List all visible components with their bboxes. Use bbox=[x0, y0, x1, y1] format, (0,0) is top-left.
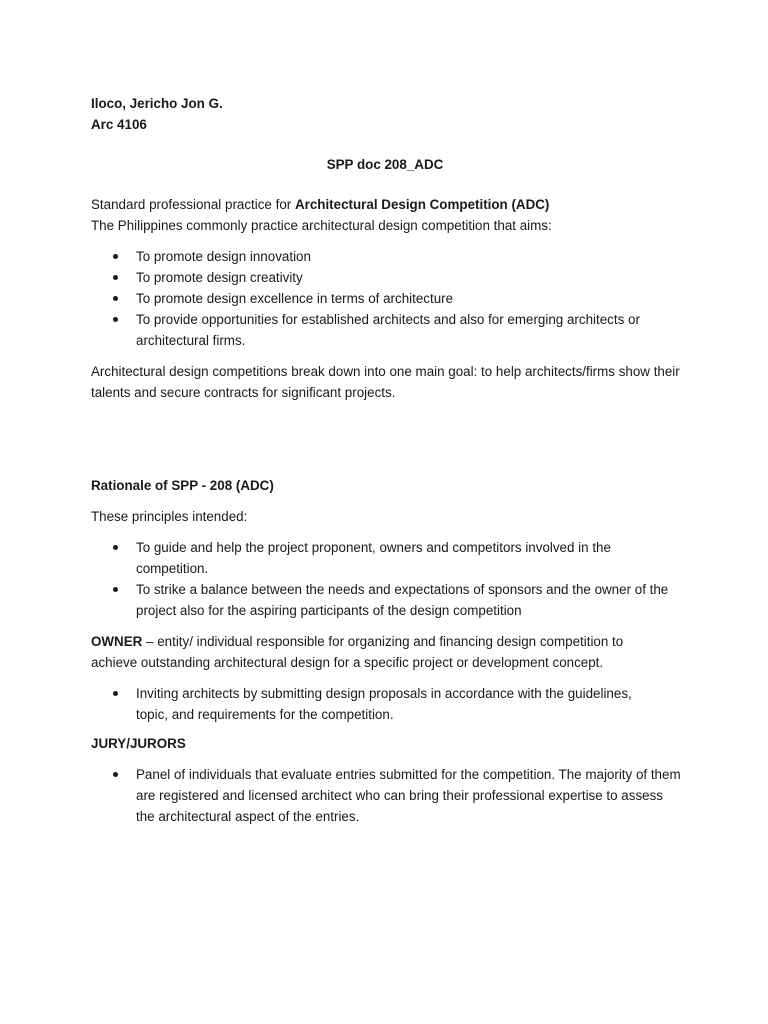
jury-heading: JURY/JURORS bbox=[91, 736, 186, 751]
bullet-icon bbox=[113, 317, 118, 322]
intro-prefix: Standard professional practice for bbox=[91, 197, 295, 212]
list-item: To provide opportunities for established architects and also for emerging architects or architectural firms. bbox=[91, 309, 676, 351]
aims-list bbox=[91, 246, 691, 351]
list-item: To promote design innovation bbox=[91, 246, 691, 267]
rationale-heading: Rationale of SPP - 208 (ADC) bbox=[91, 478, 274, 493]
bullet-icon bbox=[113, 772, 118, 777]
list-item: To guide and help the project proponent, owners and competitors involved in the competition. bbox=[91, 537, 646, 579]
bullet-icon bbox=[113, 545, 118, 550]
author-name: Iloco, Jericho Jon G. bbox=[91, 96, 223, 111]
list-item: To promote design excellence in terms of architecture bbox=[91, 288, 691, 309]
list-item: To strike a balance between the needs and expectations of sponsors and the owner of the project also for the aspiring participants of the design competition bbox=[91, 579, 676, 621]
bullet-icon bbox=[113, 254, 118, 259]
list-item: Panel of individuals that evaluate entries submitted for the competition. The majority of them are registered and licensed architect who can bring their professional expertise to assess the architectural aspect of the entries. bbox=[91, 764, 681, 827]
document-title: SPP doc 208_ADC bbox=[326, 157, 444, 172]
rationale-list bbox=[91, 537, 691, 621]
intro-line-1 bbox=[91, 194, 691, 215]
jury-list bbox=[91, 764, 691, 827]
document-page bbox=[91, 93, 691, 827]
bullet-icon bbox=[113, 691, 118, 696]
course-code: Arc 4106 bbox=[91, 117, 147, 132]
owner-definition: OWNER – entity/ individual responsible for organizing and financing design competition to achieve outstanding architectural design for a specific project or development concept. bbox=[91, 634, 624, 670]
bullet-icon bbox=[113, 587, 118, 592]
bullet-icon bbox=[113, 275, 118, 280]
list-item: To promote design creativity bbox=[91, 267, 691, 288]
adc-term: Architectural Design Competition (ADC) bbox=[294, 197, 550, 212]
bullet-icon bbox=[113, 296, 118, 301]
owner-list bbox=[91, 683, 691, 725]
aims-summary: Architectural design competitions break down into one main goal: to help architects/firms show their talents and secure contracts for significant projects. bbox=[91, 364, 680, 400]
list-item: Inviting architects by submitting design proposals in accordance with the guidelines, topic, and requirements for the competition. bbox=[91, 683, 656, 725]
owner-term: OWNER bbox=[91, 634, 143, 649]
rationale-intro: These principles intended: bbox=[91, 509, 248, 524]
intro-line-2: The Philippines commonly practice architectural design competition that aims: bbox=[91, 218, 552, 233]
